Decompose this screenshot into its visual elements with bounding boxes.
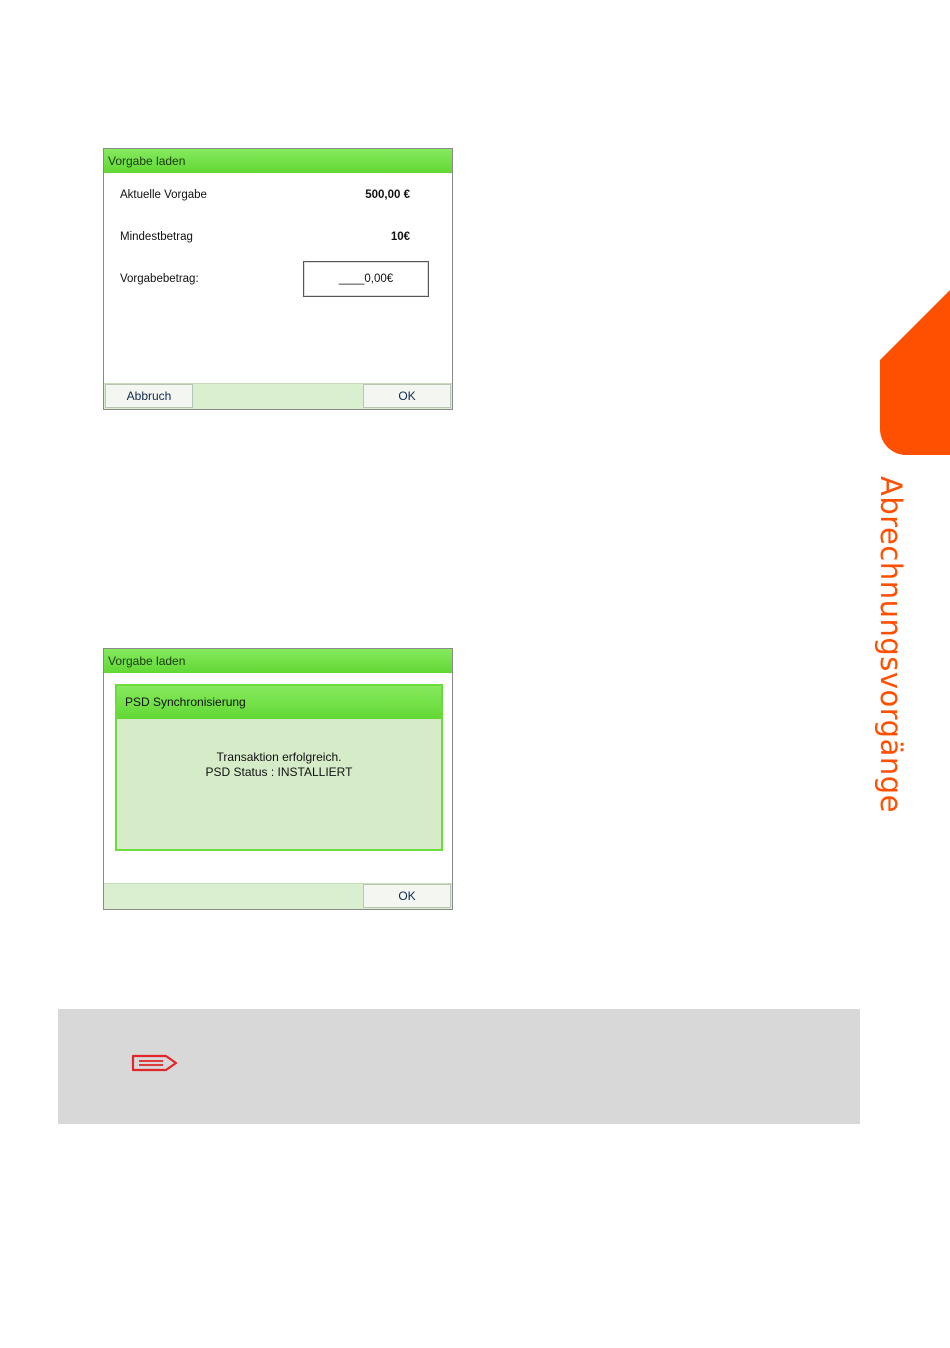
cancel-button[interactable]: Abbruch	[105, 384, 193, 408]
softkey-bar	[104, 383, 452, 409]
current-preset-label: Aktuelle Vorgabe	[120, 189, 207, 201]
note-box	[58, 1009, 860, 1124]
screen-title: Vorgabe laden	[104, 649, 452, 673]
minimum-amount-label: Mindestbetrag	[120, 231, 193, 243]
chapter-tab-corner	[880, 290, 950, 360]
dialog-message-line: Transaktion erfolgreich.	[216, 750, 342, 764]
note-tab-icon	[130, 1051, 180, 1075]
chapter-heading: Abrechnungsvorgänge	[874, 476, 908, 813]
preset-amount-input[interactable]: ____0,00€	[303, 261, 429, 297]
current-preset-value: 500,00 €	[365, 189, 410, 201]
minimum-amount-value: 10€	[390, 231, 410, 243]
ok-button[interactable]: OK	[363, 384, 451, 408]
dialog-title: PSD Synchronisierung	[117, 686, 441, 719]
dialog-status-line: PSD Status : INSTALLIERT	[205, 765, 353, 779]
ok-button[interactable]: OK	[363, 884, 451, 908]
screen-title: Vorgabe laden	[104, 149, 452, 173]
psd-sync-dialog	[115, 684, 443, 851]
load-preset-result-screen	[103, 648, 453, 910]
preset-amount-label: Vorgabebetrag:	[120, 273, 199, 285]
load-preset-screen	[103, 148, 453, 410]
softkey-bar	[104, 883, 452, 909]
